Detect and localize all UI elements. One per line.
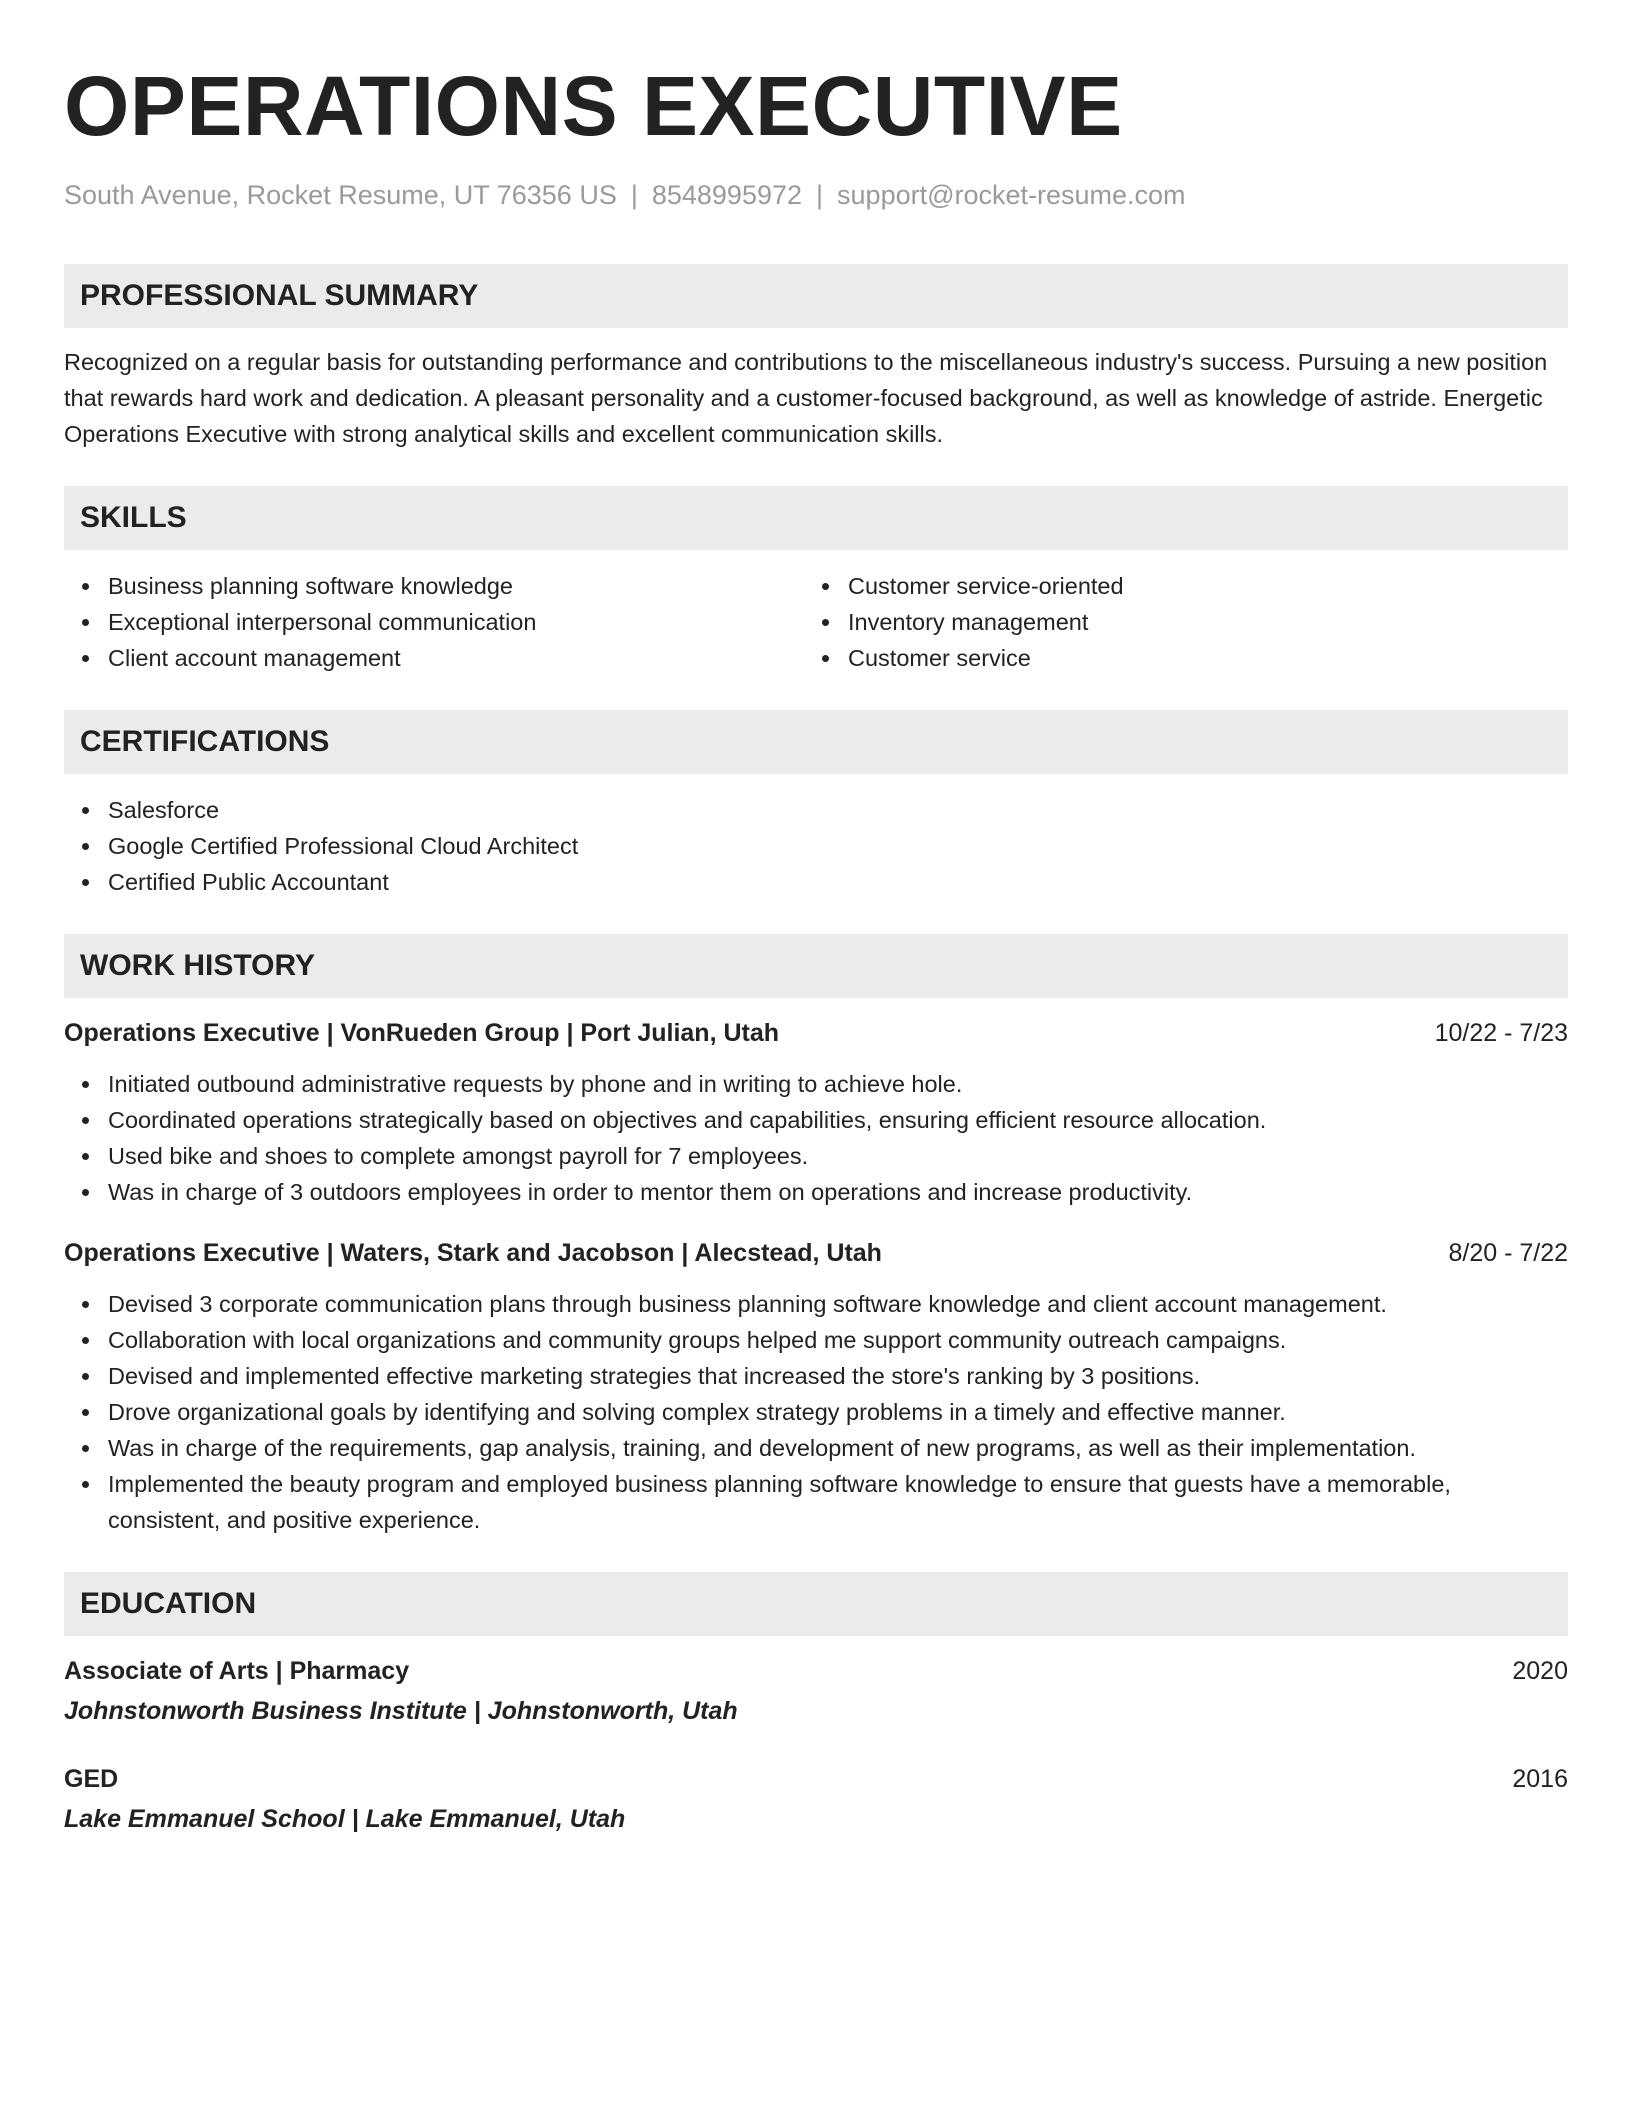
education-header <box>64 1762 1568 1796</box>
job-bullet: Collaboration with local organizations and community groups helped me support community outreach campaigns. <box>108 1322 1568 1358</box>
skills-section <box>64 486 1568 676</box>
job-dates: 8/20 - 7/22 <box>1448 1239 1568 1267</box>
skills-grid <box>64 550 1568 676</box>
job-header <box>64 1016 1568 1050</box>
job-bullet: Was in charge of the requirements, gap analysis, training, and development of new programs, as well as their implementation. <box>108 1430 1568 1466</box>
job-bullet: Devised 3 corporate communication plans through business planning software knowledge and client account management. <box>108 1286 1568 1322</box>
contact-address: South Avenue, Rocket Resume, UT 76356 US <box>64 180 617 210</box>
education-degree: GED <box>64 1765 119 1793</box>
certification-item: Salesforce <box>108 792 1568 828</box>
job-bullet: Coordinated operations strategically based on objectives and capabilities, ensuring efficient resource allocation. <box>108 1102 1568 1138</box>
resume-title: OPERATIONS EXECUTIVE <box>64 59 1123 153</box>
skills-heading: SKILLS <box>64 486 1568 550</box>
job-dates: 10/22 - 7/23 <box>1434 1019 1568 1047</box>
education-year: 2016 <box>1512 1765 1568 1793</box>
contact-phone: 8548995972 <box>651 180 803 210</box>
certification-item: Certified Public Accountant <box>108 864 1568 900</box>
job-header <box>64 1236 1568 1270</box>
education-heading: EDUCATION <box>64 1572 1568 1636</box>
education-year: 2020 <box>1512 1657 1568 1685</box>
skill-item: Customer service-oriented <box>848 568 1544 604</box>
contact-separator: | <box>816 180 824 210</box>
job-title: Operations Executive | VonRueden Group | Port Julian, Utah <box>64 1019 780 1047</box>
work-history-section <box>64 934 1568 1538</box>
education-header <box>64 1654 1568 1688</box>
contact-separator: | <box>630 180 638 210</box>
job-title: Operations Executive | Waters, Stark and Jacobson | Alecstead, Utah <box>64 1239 882 1267</box>
contact-line <box>64 178 1568 212</box>
summary-heading: PROFESSIONAL SUMMARY <box>64 264 1568 328</box>
skill-item: Inventory management <box>848 604 1544 640</box>
skills-list-left <box>64 568 804 676</box>
job-bullets <box>64 1066 1568 1210</box>
job-bullet: Implemented the beauty program and employed business planning software knowledge to ensure that guests have a memorable, consistent, and positive experience. <box>108 1466 1568 1538</box>
education-section <box>64 1572 1568 1836</box>
job-bullets <box>64 1286 1568 1538</box>
job-bullet: Was in charge of 3 outdoors employees in order to mentor them on operations and increase productivity. <box>108 1174 1568 1210</box>
skill-item: Customer service <box>848 640 1544 676</box>
job-bullet: Devised and implemented effective marketing strategies that increased the store's ranking by 3 positions. <box>108 1358 1568 1394</box>
education-school: Johnstonworth Business Institute | Johnstonworth, Utah <box>64 1697 738 1725</box>
education-degree: Associate of Arts | Pharmacy <box>64 1657 410 1685</box>
certifications-section <box>64 710 1568 900</box>
work-history-heading: WORK HISTORY <box>64 934 1568 998</box>
education-entry <box>64 1654 1568 1728</box>
contact-email: support@rocket-resume.com <box>837 180 1186 210</box>
summary-section <box>64 264 1568 452</box>
skills-list-right <box>804 568 1544 676</box>
skill-item: Client account management <box>108 640 804 676</box>
education-entry <box>64 1762 1568 1836</box>
job-entry <box>64 1236 1568 1538</box>
summary-text: Recognized on a regular basis for outstanding performance and contributions to the miscellaneous industry's success. Pursuing a new position that rewards hard work and dedication. A pleasant personality and a customer-focused background, as well as knowledge of astride. Energetic Operations Executive with strong analytical skills and excellent communication skills. <box>64 349 1548 447</box>
certification-item: Google Certified Professional Cloud Architect <box>108 828 1568 864</box>
job-entry <box>64 1016 1568 1210</box>
certifications-heading: CERTIFICATIONS <box>64 710 1568 774</box>
skill-item: Business planning software knowledge <box>108 568 804 604</box>
skill-item: Exceptional interpersonal communication <box>108 604 804 640</box>
education-school: Lake Emmanuel School | Lake Emmanuel, Utah <box>64 1805 626 1833</box>
job-bullet: Drove organizational goals by identifying and solving complex strategy problems in a timely and effective manner. <box>108 1394 1568 1430</box>
job-bullet: Initiated outbound administrative requests by phone and in writing to achieve hole. <box>108 1066 1568 1102</box>
job-bullet: Used bike and shoes to complete amongst payroll for 7 employees. <box>108 1138 1568 1174</box>
certifications-list <box>64 792 1568 900</box>
